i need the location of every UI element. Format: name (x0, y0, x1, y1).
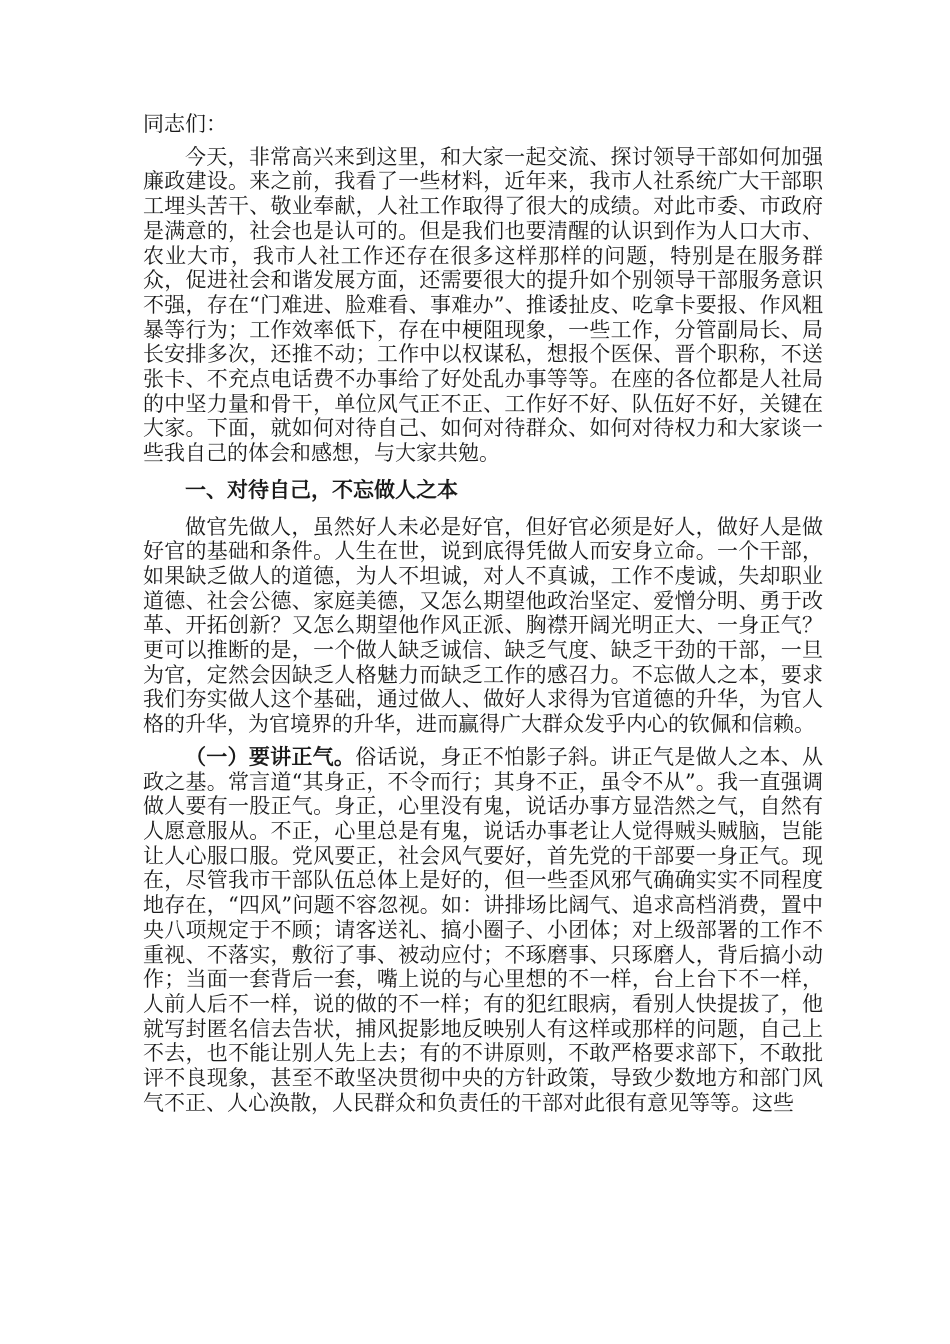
subsection-body: 俗话说，身正不怕影子斜。讲正气是做人之本、从政之基。常言道“其身正，不令而行；其身不正，虽令不从”。我一直强调做人要有一股正气。身正，心里没有鬼，说话办事方显浩然之气，自然有人愿意服从。不正，心里总是有鬼，说话办事老让人觉得贼头贼脑，岂能让人心服口服。党风要正，社会风气要好，首先党的干部要一身正气。现在，尽管我市干部队伍总体上是好的，但一些歪风邪气确确实实不同程度地存在，“四风”问题不容忽视。如：讲排场比阔气、追求高档消费，置中央八项规定于不顾；请客送礼、搞小圈子、小团体；对上级部署的工作不重视、不落实，敷衍了事、被动应付；不琢磨事、只琢磨人，背后搞小动作；当面一套背后一套，嘴上说的与心里想的不一样，台上台下不一样，人前人后不一样，说的做的不一样；有的犯红眼病，看别人快提拔了，他就写封匿名信去告状，捕风捉影地反映别人有这样或那样的问题，自己上不去，也不能让别人先上去；有的不讲原则，不敢严格要求部下，不敢批评不良现象，甚至不敢坚决贯彻中央的方针政策，导致少数地方和部门风气不正、人心涣散，人民群众和负责任的干部对此很有意见等等。这些 (143, 744, 824, 1115)
intro-paragraph: 今天，非常高兴来到这里，和大家一起交流、探讨领导干部如何加强廉政建设。来之前，我看了一些材料，近年来，我市人社系统广大干部职工埋头苦干、敬业奉献，人社工作取得了很大的成绩。对此市委、市政府是满意的，社会也是认可的。但是我们也要清醒的认识到作为人口大市、农业大市，我市人社工作还存在很多这样那样的问题，特别是在服务群众，促进社会和谐发展方面，还需要很大的提升如个别领导干部服务意识不强，存在“门难进、脸难看、事难办”、推诿扯皮、吃拿卡要报、作风粗暴等行为；工作效率低下，存在中梗阻现象，一些工作，分管副局长、局长安排多次，还推不动；工作中以权谋私，想报个医保、晋个职称，不送张卡、不充点电话费不办事给了好处乱办事等等。在座的各位都是人社局的中坚力量和骨干，单位风气正不正、工作好不好、队伍好不好，关键在大家。下面，就如何对待自己、如何对待群众、如何对待权力和大家谈一些我自己的体会和感想，与大家共勉。 (143, 144, 823, 466)
subsection-paragraph (143, 745, 823, 1116)
section-heading: 一、对待自己，不忘做人之本 (185, 477, 458, 502)
salutation: 同志们： (143, 112, 227, 136)
document-page (143, 112, 823, 1115)
section-body-paragraph: 做官先做人，虽然好人未必是好官，但好官必须是好人，做好人是做好官的基础和条件。人生在世，说到底得凭做人而安身立命。一个干部，如果缺乏做人的道德，为人不坦诚，对人不真诚，工作不虔诚，失却职业道德、社会公德、家庭美德，又怎么期望他政治坚定、爱憎分明、勇于改革、开拓创新？又怎么期望他作风正派、胸襟开阔光明正大、一身正气？更可以推断的是，一个做人缺乏诚信、缺乏气度、缺乏干劲的干部，一旦为官，定然会因缺乏人格魅力而缺乏工作的感召力。不忘做人之本，要求我们夯实做人这个基础，通过做人、做好人求得为官道德的升华，为官人格的升华，为官境界的升华，进而赢得广大群众发乎内心的钦佩和信赖。 (143, 514, 823, 737)
subsection-lead: （一）要讲正气。 (185, 744, 356, 769)
